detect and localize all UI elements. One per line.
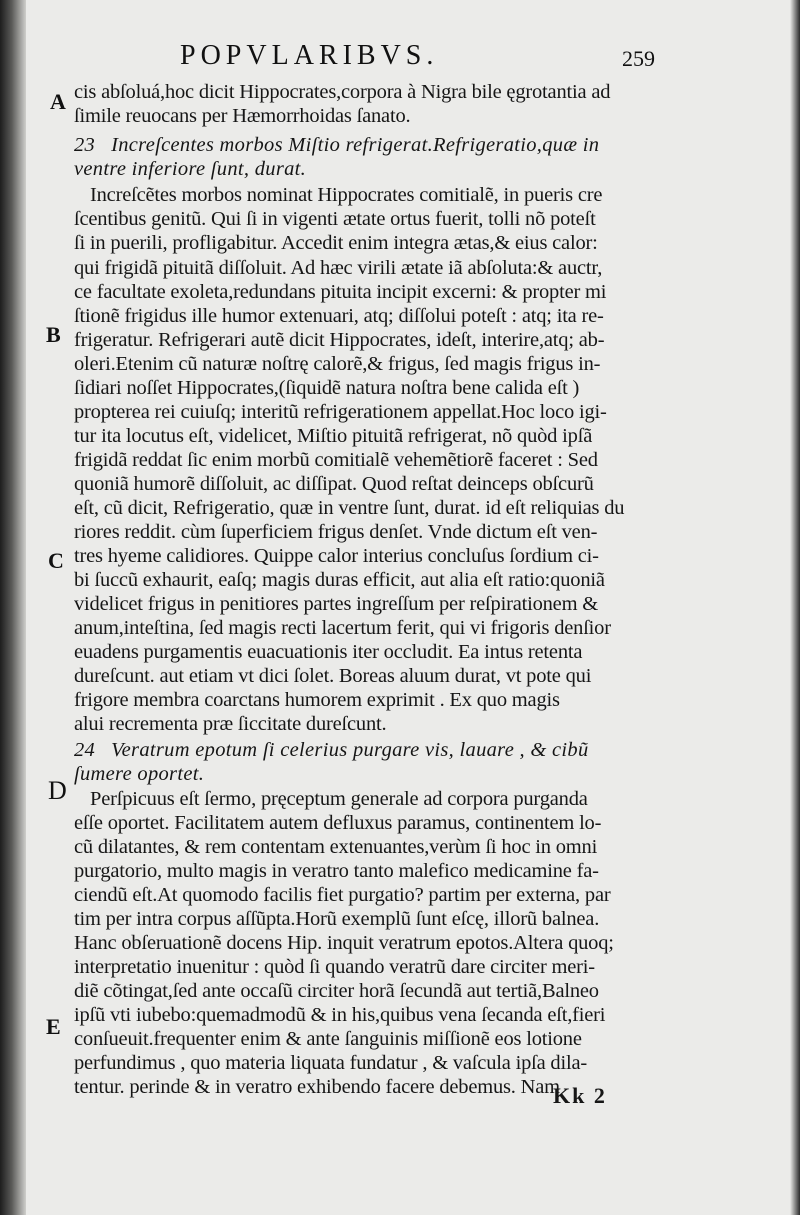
text-line: ciendũ eſt.At quomodo facilis fiet purgatio? partim per externa, par: [74, 884, 611, 906]
text-line: anum,inteſtina, ſed magis recti lacertum ferit, qui vi frigoris denſior: [74, 617, 611, 639]
text-line: cũ dilatantes, & rem contentam extenuantes,verùm ſi hoc in omni: [74, 836, 598, 858]
margin-letter-e: E: [46, 1014, 61, 1039]
aphorism-heading: [74, 738, 589, 762]
text-line: Perſpicuus eſt ſermo, pręceptum generale ad corpora purganda: [90, 788, 588, 810]
text-line: interpretatio inuenitur : quòd ſi quando veratrũ dare circiter meri-: [74, 956, 595, 978]
signature-mark: Kk 2: [553, 1083, 607, 1108]
text-line: ſimile reuocans per Hæmorrhoidas ſanato.: [74, 105, 411, 127]
text-line: bi ſuccũ exhaurit, eaſq; magis duras efficit, aut alia eſt ratio:quoniã: [74, 569, 605, 591]
text-line: frigidã reddat ſic enim morbũ comitialẽ vehemẽtiorẽ faceret : Sed: [74, 449, 598, 471]
text-line: eſſe oportet. Facilitatem autem defluxus paramus, continentem lo-: [74, 812, 602, 834]
running-title: POPVLARIBVS.: [180, 40, 439, 71]
text-line: frigeratur. Refrigerari autẽ dicit Hippocrates, ideſt, interire,atq; ab-: [74, 329, 605, 351]
text-line: ſi in puerili, profligabitur. Accedit enim integra ætas,& eius calor:: [74, 232, 598, 254]
section-number: 23: [74, 134, 96, 156]
text-line: tim per intra corpus aſſũpta.Horũ exemplũ ſunt eſcę, illorũ balnea.: [74, 908, 600, 930]
page-number: 259: [622, 46, 655, 71]
aphorism-heading: [74, 133, 599, 157]
text-line: cis abſoluá,hoc dicit Hippocrates,corpora à Nigra bile ęgrotantia ad: [74, 81, 611, 103]
text-line: conſueuit.frequenter enim & ante ſanguinis miſſionẽ eos lotione: [74, 1028, 582, 1050]
margin-letter-d: D: [48, 776, 67, 805]
aphorism-text: Increſcentes morbos Miſtio refrigerat.Refrigeratio,quæ in: [111, 134, 600, 156]
text-line: ſidiari noſſet Hippocrates,(ſiquidẽ natura noſtra bene calida eſt ): [74, 377, 580, 399]
text-line: riores reddit. cùm ſuperficiem frigus denſet. Vnde dictum eſt ven-: [74, 521, 598, 543]
text-line: oleri.Etenim cũ naturæ noſtrę calorẽ,& frigus, ſed magis frigus in-: [74, 353, 601, 375]
text-line: tur ita locutus eſt, videlicet, Miſtio pituitã refrigerat, nõ quòd ipſã: [74, 425, 593, 447]
margin-letter-b: B: [46, 322, 61, 347]
text-line: qui frigidã pituitã diſſoluit. Ad hæc virili ætate iã abſoluta:& auctr,: [74, 257, 603, 279]
text-line: tentur. perinde & in veratro exhibendo facere debemus. Nam: [74, 1076, 560, 1098]
text-line: eſt, cũ dicit, Refrigeratio, quæ in ventre ſunt, durat. id eſt reliquias du: [74, 497, 625, 519]
aphorism-heading-cont: ſumere oportet.: [74, 763, 205, 785]
section-number: 24: [74, 739, 96, 761]
text-line: ce facultate exoleta,redundans pituita incipit excerni: & propter mi: [74, 281, 607, 303]
text-line: perfundimus , quo materia liquata fundatur , & vaſcula ipſa dila-: [74, 1052, 588, 1074]
text-line: alui recrementa præ ſiccitate dureſcunt.: [74, 713, 387, 735]
text-line: purgatorio, multo magis in veratro tanto malefico medicamine fa-: [74, 860, 599, 882]
text-line: ipſũ vti iubebo:quemadmodũ & in his,quibus vena ſecanda eſt,fieri: [74, 1004, 606, 1026]
text-line: videlicet frigus in penitiores partes ingreſſum per reſpirationem &: [74, 593, 598, 615]
text-line: Increſcẽtes morbos nominat Hippocrates comitialẽ, in pueris cre: [90, 184, 603, 206]
text-line: propterea rei cuiuſq; interitũ refrigerationem appellat.Hoc loco igi-: [74, 401, 607, 423]
text-line: ſcentibus genitũ. Qui ſi in vigenti ætate ortus fuerit, tolli nõ poteſt: [74, 208, 596, 230]
aphorism-heading-cont: ventre inferiore ſunt, durat.: [74, 158, 307, 180]
margin-letter-c: C: [48, 548, 64, 573]
text-line: frigore membra coarctans humorem exprimit . Ex quo magis: [74, 689, 560, 711]
text-line: ſtionẽ frigidus ille humor extenuari, atq; diſſolui poteſt : atq; ita re-: [74, 305, 604, 327]
aphorism-text: Veratrum epotum ſi celerius purgare vis, lauare , & cibũ: [111, 739, 589, 761]
text-line: quoniã humorẽ diſſoluit, ac diſſipat. Quod reſtat deinceps obſcurũ: [74, 473, 594, 495]
text-line: Hanc obſeruationẽ docens Hip. inquit veratrum epotos.Altera quoq;: [74, 932, 614, 954]
text-line: dureſcunt. aut etiam vt dici ſolet. Boreas aluum durat, vt pote qui: [74, 665, 592, 687]
text-line: tres hyeme calidiores. Quippe calor interius concluſus ſordium ci-: [74, 545, 599, 567]
text-line: diẽ cõtingat,ſed ante occaſũ circiter horã ſecundã aut tertiã,Balneo: [74, 980, 599, 1002]
text-line: euadens purgamentis euacuationis iter occludit. Ea intus retenta: [74, 641, 583, 663]
margin-letter-a: A: [50, 89, 66, 114]
